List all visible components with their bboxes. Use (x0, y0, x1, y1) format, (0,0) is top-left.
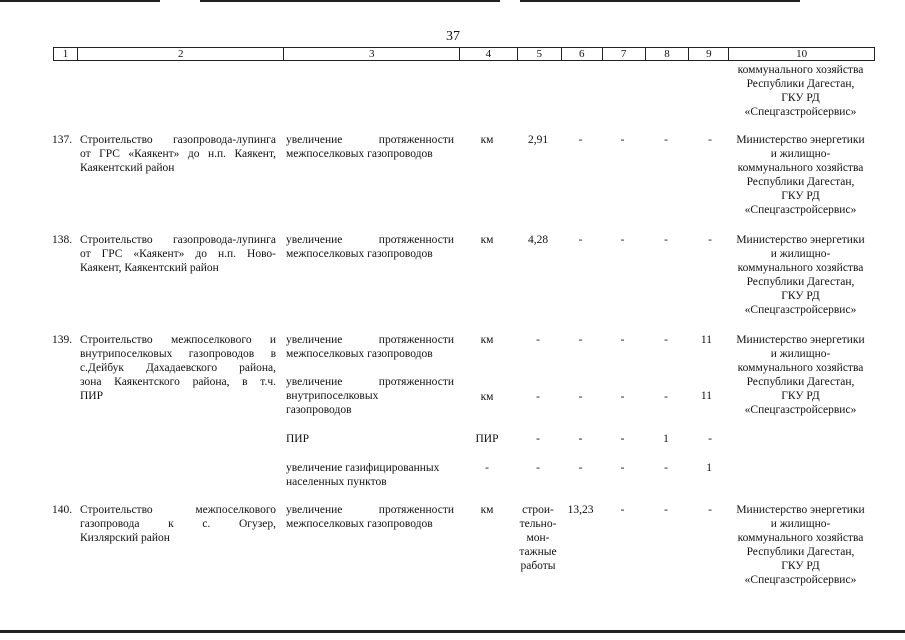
value-cell: тельно- (519, 518, 557, 530)
value-cell: - (620, 334, 625, 346)
unit-cell: ПИР (475, 433, 499, 445)
value-cell: - (708, 234, 712, 246)
value-cell: 1 (663, 433, 669, 445)
object-name-line: Каякентский район (80, 162, 175, 174)
column-header: 10 (796, 48, 808, 60)
executor-line: и жилищно- (770, 148, 831, 160)
indicator-line: межпоселковых газопроводов (286, 248, 433, 260)
value-cell: - (620, 234, 625, 246)
executor-line: ГКУ РД (781, 190, 820, 202)
column-header: 4 (460, 48, 518, 60)
indicator-line: увеличение протяженности (286, 234, 454, 246)
executor-line: Республики Дагестан, (746, 376, 855, 388)
unit-cell: км (480, 334, 494, 346)
value-cell: - (664, 234, 668, 246)
value-cell: - (620, 462, 625, 474)
value-cell: - (578, 433, 583, 445)
executor-line: Министерство энергетики (736, 504, 865, 516)
object-name-line: Строительство газопровода-лупинга (80, 234, 276, 246)
value-cell: - (536, 433, 540, 445)
column-header: 9 (689, 48, 729, 60)
column-header: 8 (646, 48, 690, 60)
value-cell: - (536, 334, 540, 346)
value-cell: работы (520, 560, 556, 572)
executor-line: и жилищно- (770, 518, 831, 530)
executor-line: и жилищно- (770, 348, 831, 360)
executor-line: «Спецгазстройсервис» (744, 106, 857, 118)
value-cell: мон- (526, 532, 550, 544)
executor-line: ГКУ РД (781, 92, 820, 104)
executor-line: Республики Дагестан, (746, 276, 855, 288)
object-name-line: от ГРС «Каякент» до н.п. Каякент, (80, 148, 276, 160)
row-number: 140. (52, 504, 73, 516)
value-cell: 11 (700, 334, 712, 346)
bottom-rule (0, 630, 905, 633)
top-rule-left (0, 0, 160, 2)
executor-line: Республики Дагестан, (746, 176, 855, 188)
row-number: 139. (52, 334, 73, 346)
column-header: 5 (518, 48, 562, 60)
column-header: 2 (78, 48, 285, 60)
object-name-line: Строительство межпоселкового и (80, 334, 276, 346)
value-cell: - (536, 462, 540, 474)
value-cell: тажные (519, 546, 557, 558)
indicator-line: увеличение протяженности (286, 376, 454, 388)
unit-cell: - (485, 462, 489, 474)
executor-line: Министерство энергетики (736, 234, 865, 246)
indicator-line: населенных пунктов (286, 476, 387, 488)
object-name-line: газопровода к с. Огузер, (80, 518, 276, 530)
value-cell: - (536, 391, 540, 403)
executor-line: Республики Дагестан, (746, 546, 855, 558)
object-name-line: Каякент, Каякентский район (80, 262, 219, 274)
executor-line: ГКУ РД (781, 390, 820, 402)
value-cell: 1 (706, 462, 712, 474)
value-cell: - (664, 334, 668, 346)
executor-line: Министерство энергетики (736, 134, 865, 146)
page-number: 37 (446, 29, 460, 44)
unit-cell: км (480, 504, 494, 516)
column-header: 3 (284, 48, 460, 60)
value-cell: 2,91 (527, 134, 549, 146)
value-cell: - (708, 433, 712, 445)
row-number: 138. (52, 234, 73, 246)
indicator-line: увеличение газифицированных (286, 462, 440, 474)
value-cell: - (578, 334, 583, 346)
value-cell: - (578, 462, 583, 474)
value-cell: - (664, 134, 668, 146)
executor-line: коммунального хозяйства (737, 262, 864, 274)
executor-line: коммунального хозяйства (737, 162, 864, 174)
executor-line: коммунального хозяйства (737, 362, 864, 374)
executor-line: «Спецгазстройсервис» (744, 404, 857, 416)
indicator-line: межпоселковых газопроводов (286, 518, 433, 530)
object-name-line: от ГРС «Каякент» до н.п. Ново- (80, 248, 276, 260)
top-rule-right (520, 0, 800, 2)
unit-cell: км (480, 134, 494, 146)
value-cell: 4,28 (527, 234, 549, 246)
value-cell: - (664, 504, 668, 516)
value-cell: 13,23 (567, 504, 594, 516)
value-cell: 11 (700, 390, 712, 402)
executor-line: ГКУ РД (781, 290, 820, 302)
value-cell: - (578, 134, 583, 146)
executor-line: коммунального хозяйства (737, 532, 864, 544)
executor-line: ГКУ РД (781, 560, 820, 572)
value-cell: - (578, 391, 583, 403)
object-name-line: с.Дейбук Дахадаевского района, (80, 362, 276, 374)
value-cell: - (620, 134, 625, 146)
value-cell: - (708, 134, 712, 146)
executor-line: «Спецгазстройсервис» (744, 574, 857, 586)
indicator-line: межпоселковых газопроводов (286, 148, 433, 160)
object-name-line: Строительство газопровода-лупинга (80, 134, 276, 146)
object-name-line: ПИР (80, 390, 104, 402)
value-cell: - (620, 433, 625, 445)
column-header: 6 (562, 48, 603, 60)
executor-line: Республики Дагестан, (746, 78, 855, 90)
object-name-line: Кизлярский район (80, 532, 170, 544)
indicator-line: межпоселковых газопроводов (286, 348, 433, 360)
executor-line: «Спецгазстройсервис» (744, 204, 857, 216)
value-cell: - (578, 234, 583, 246)
executor-line: Министерство энергетики (736, 334, 865, 346)
top-rule-mid (200, 0, 500, 2)
indicator-line: увеличение протяженности (286, 134, 454, 146)
indicator-line: увеличение протяженности (286, 334, 454, 346)
value-cell: - (620, 504, 625, 516)
column-header: 1 (54, 48, 78, 60)
executor-line: и жилищно- (770, 248, 831, 260)
object-name-line: внутрипоселковых газопроводов в (80, 348, 276, 360)
executor-line: «Спецгазстройсервис» (744, 304, 857, 316)
object-name-line: Строительство межпоселкового (80, 504, 276, 516)
value-cell: - (708, 504, 712, 516)
value-cell: - (664, 391, 668, 403)
value-cell: строи- (522, 504, 554, 516)
indicator-line: ПИР (286, 433, 310, 445)
indicator-line: увеличение протяженности (286, 504, 454, 516)
executor-line: коммунального хозяйства (737, 64, 864, 76)
value-cell: - (620, 391, 625, 403)
unit-cell: км (480, 391, 494, 403)
unit-cell: км (480, 234, 494, 246)
row-number: 137. (52, 134, 73, 146)
column-header-row (53, 47, 875, 61)
indicator-line: внутрипоселковых (286, 390, 379, 402)
column-header: 7 (603, 48, 646, 60)
indicator-line: газопроводов (286, 404, 352, 416)
value-cell: - (664, 462, 668, 474)
object-name-line: зона Каякентского района, в т.ч. (80, 376, 276, 388)
